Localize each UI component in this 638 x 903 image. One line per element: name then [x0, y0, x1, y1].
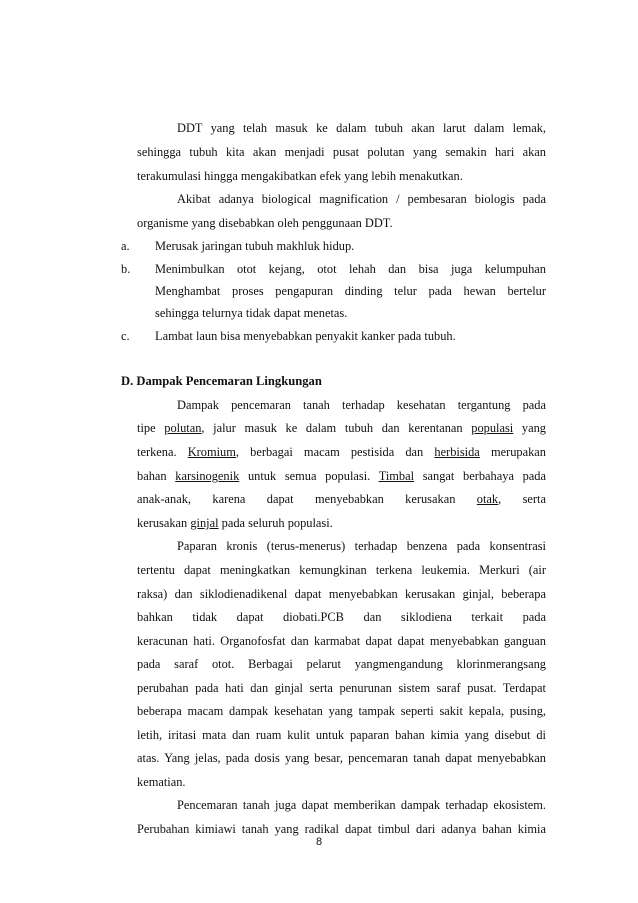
text-line: tertentu dapat meningkatkan kemungkinan terkena leukemia. Merkuri (air — [137, 563, 546, 577]
text-line: raksa) dan siklodienadikenal dapat menyebabkan kerusakan ginjal, beberapa — [137, 587, 546, 601]
text-line: terakumulasi hingga mengakibatkan efek yang lebih menakutkan. — [137, 169, 463, 183]
text-line: atas. Yang jelas, pada dosis yang besar, pencemaran tanah dapat menyebabkan — [137, 751, 546, 765]
text-line: Akibat adanya biological magnification / pembesaran biologis pada — [177, 192, 546, 206]
list-marker: a. — [121, 239, 130, 253]
text-line: Pencemaran tanah juga dapat memberikan dampak terhadap ekosistem. — [177, 798, 546, 812]
list-item: Merusak jaringan tubuh makhluk hidup. — [155, 239, 355, 253]
text-line: bahan karsinogenik untuk semua populasi. Timbal sangat berbahaya pada — [137, 469, 546, 483]
list-item: Lambat laun bisa menyebabkan penyakit kanker pada tubuh. — [155, 329, 456, 343]
link-populasi[interactable]: populasi — [471, 421, 514, 435]
link-ginjal[interactable]: ginjal — [190, 516, 219, 530]
text-line: DDT yang telah masuk ke dalam tubuh akan larut dalam lemak, — [177, 121, 546, 135]
text-line: pada saraf otot. Berbagai pelarut yangmengandung klorinmerangsang — [137, 657, 546, 671]
link-kromium[interactable]: Kromium — [187, 445, 236, 459]
text-line: kematian. — [137, 775, 186, 789]
text-line: beberapa macam dampak kesehatan yang tampak seperti sakit kepala, pusing, — [137, 704, 546, 718]
list-marker: c. — [121, 329, 130, 343]
section-heading: D. Dampak Pencemaran Lingkungan — [121, 374, 322, 388]
text-line: Perubahan kimiawi tanah yang radikal dapat timbul dari adanya bahan kimia — [137, 822, 546, 836]
list-item: sehingga telurnya tidak dapat menetas. — [155, 306, 348, 320]
page-number: 8 — [315, 836, 323, 848]
text-line: Dampak pencemaran tanah terhadap kesehatan tergantung pada — [177, 398, 546, 412]
text-line: tipe polutan, jalur masuk ke dalam tubuh dan kerentanan populasi yang — [137, 421, 546, 435]
text-line: organisme yang disebabkan oleh penggunaan DDT. — [137, 216, 393, 230]
text-line: anak-anak, karena dapat menyebabkan kerusakan otak, serta — [137, 492, 546, 506]
text-line: terkena. Kromium, berbagai macam pestisida dan herbisida merupakan — [137, 445, 546, 459]
list-marker: b. — [121, 262, 131, 276]
text-line: kerusakan ginjal pada seluruh populasi. — [137, 516, 333, 530]
link-herbisida[interactable]: herbisida — [434, 445, 480, 459]
link-polutan[interactable]: polutan — [164, 421, 202, 435]
link-karsinogenik[interactable]: karsinogenik — [175, 469, 240, 483]
link-timbal[interactable]: Timbal — [378, 469, 415, 483]
text-line: letih, iritasi mata dan ruam kulit untuk paparan bahan kimia yang disebut di — [137, 728, 546, 742]
list-item: Menghambat proses pengapuran dinding telur pada hewan bertelur — [155, 284, 546, 298]
text-line: bahkan tidak dapat diobati.PCB dan siklodiena terkait pada — [137, 610, 546, 624]
text-line: sehingga tubuh kita akan menjadi pusat polutan yang semakin hari akan — [137, 145, 546, 159]
list-item: Menimbulkan otot kejang, otot lehah dan bisa juga kelumpuhan — [155, 262, 546, 276]
text-line: perubahan pada hati dan ginjal serta penurunan sistem saraf pusat. Terdapat — [137, 681, 546, 695]
text-line: keracunan hati. Organofosfat dan karmabat dapat dapat menyebabkan ganguan — [137, 634, 546, 648]
link-otak[interactable]: otak — [476, 492, 499, 506]
text-line: Paparan kronis (terus-menerus) terhadap benzena pada konsentrasi — [177, 539, 546, 553]
